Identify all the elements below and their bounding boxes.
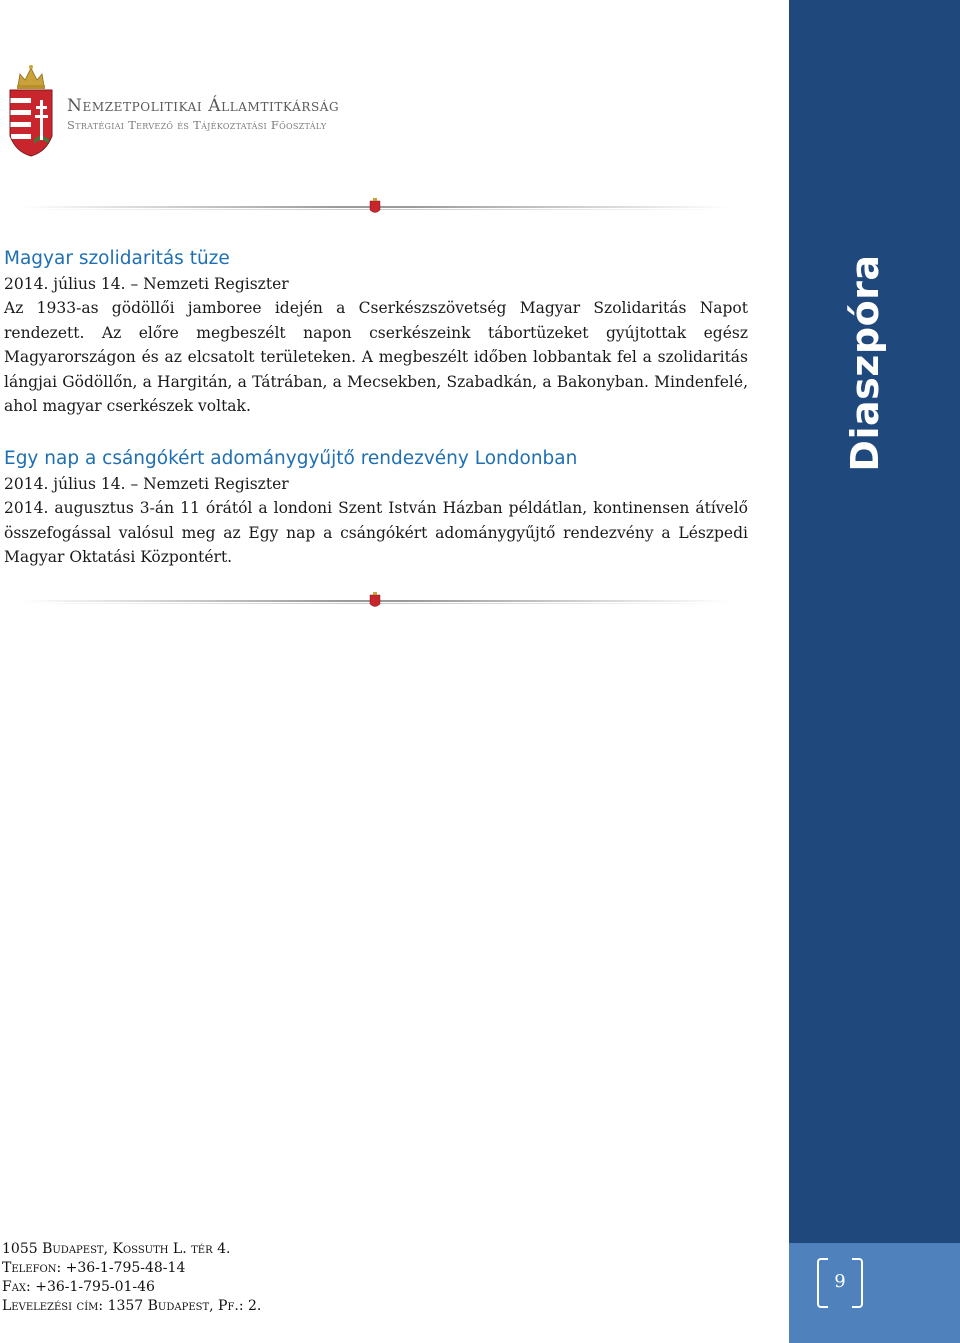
org-department: Stratégiai Tervező és Tájékoztatási Főosztály bbox=[67, 118, 327, 132]
article-title: Magyar szolidaritás tüze bbox=[4, 248, 230, 269]
footer-contact bbox=[2, 1240, 261, 1316]
footer-postal-address: Levelezési cím: 1357 Budapest, Pf.: 2. bbox=[2, 1298, 262, 1314]
page-number-box bbox=[817, 1258, 863, 1306]
article-meta: 2014. július 14. – Nemzeti Regiszter bbox=[4, 275, 289, 293]
footer-fax: Fax: +36-1-795-01-46 bbox=[2, 1279, 155, 1295]
article-body: 2014. augusztus 3-án 11 órától a londoni Szent István Házban példátlan, kontinensen átívelő összefogással valósul meg az Egy nap a csángókért adománygyűjtő rendezvény a Lészpedi Magyar Oktatási Központért. bbox=[4, 499, 748, 566]
org-name: Nemzetpolitikai Államtitkárság bbox=[67, 96, 340, 116]
ornamental-divider bbox=[20, 198, 730, 216]
hungarian-coat-of-arms-logo bbox=[6, 64, 56, 162]
footer-phone: Telefon: +36-1-795-48-14 bbox=[2, 1260, 186, 1276]
article-meta: 2014. július 14. – Nemzeti Regiszter bbox=[4, 475, 289, 493]
sidebar bbox=[789, 0, 960, 1343]
section-title-vertical bbox=[790, 254, 940, 472]
section-title: Diaszpóra bbox=[843, 254, 887, 472]
sidebar-footer-band bbox=[789, 1243, 960, 1343]
article-1 bbox=[4, 246, 748, 419]
article-2 bbox=[4, 446, 748, 570]
article-title: Egy nap a csángókért adománygyűjtő rendezvény Londonban bbox=[4, 448, 578, 469]
ornamental-divider bbox=[20, 592, 730, 610]
page-number: 9 bbox=[834, 1271, 846, 1292]
article-body: Az 1933-as gödöllői jamboree idején a Cserkészszövetség Magyar Szolidaritás Napot rendezett. Az előre megbeszélt napon cserkészeink tábortüzeket gyújtottak egész Magyarországon és az elcsatolt területeken. A megbeszélt időben lobbantak fel a szolidaritás lángjai Gödöllőn, a Hargitán, a Tátrában, a Mecsekben, Szabadkán, a Bakonyban. Mindenfelé, ahol magyar cserkészek voltak. bbox=[4, 299, 748, 415]
footer-address: 1055 Budapest, Kossuth L. tér 4. bbox=[2, 1241, 231, 1257]
